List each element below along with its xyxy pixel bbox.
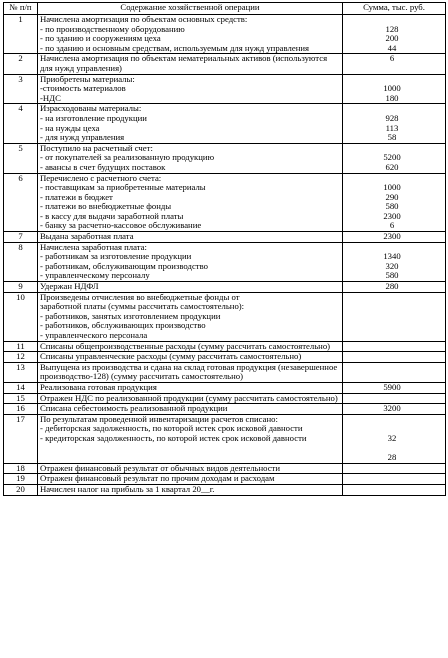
operation-line: -стоимость материалов (40, 83, 126, 94)
amount-value (345, 415, 439, 425)
operation-line: Списана себестоимость реализованной продукции (40, 403, 228, 414)
amount-value: 5900 (383, 382, 401, 392)
amount-value: 32 (387, 432, 397, 443)
table-row (4, 414, 446, 463)
amount-value: 6 (389, 53, 395, 64)
operation-line: Отражен финансовый результат от обычных видов деятельности (40, 463, 281, 473)
operation-description (38, 341, 343, 352)
amount-cell (343, 474, 446, 485)
operation-line: Выдана заработная плата (40, 231, 134, 242)
operation-description (38, 282, 343, 293)
operation-line: - в кассу для выдачи заработной платы (40, 210, 184, 221)
table-row (4, 104, 446, 143)
operation-line: - по зданию и основным средствам, используемым для нужд управления (40, 42, 310, 53)
header-content: Содержание хозяйственной операции (38, 3, 343, 15)
row-number: 3 (4, 74, 38, 104)
table-header-row (4, 3, 446, 15)
amount-cell (343, 362, 446, 382)
amount-value: 1000 (383, 182, 401, 193)
table-row (4, 232, 446, 243)
operation-line: Перечислено с расчетного счета: (40, 173, 162, 183)
operation-description (38, 74, 343, 104)
operation-description (38, 414, 343, 463)
operation-line: - работникам, обслуживающим производство (40, 260, 208, 271)
row-number: 18 (4, 463, 38, 474)
amount-value: 2300 (383, 231, 401, 242)
row-number: 10 (4, 292, 38, 341)
operation-line: - платежи во внебюджетные фонды (40, 201, 172, 212)
operation-description (38, 292, 343, 341)
amount-cell (343, 414, 446, 463)
operation-line: - управленческого персонала (40, 330, 148, 340)
table-row (4, 74, 446, 104)
operation-line: - на изготовление продукции (40, 112, 147, 123)
row-number: 9 (4, 282, 38, 293)
table-row (4, 463, 446, 474)
header-sum: Сумма, тыс. руб. (343, 3, 446, 15)
table-body (4, 15, 446, 496)
table-row (4, 282, 446, 293)
row-number: 11 (4, 341, 38, 352)
table-row (4, 362, 446, 382)
operation-line: Начислена амортизация по объектам основных средств: (40, 14, 248, 24)
amount-cell (343, 484, 446, 495)
amount-value: 1000 (383, 83, 401, 94)
row-number: 1 (4, 15, 38, 54)
operation-line: - поставщикам за приобретенные материалы (40, 182, 206, 193)
operations-table (3, 2, 446, 496)
row-number: 5 (4, 143, 38, 173)
amount-value: 3200 (383, 403, 401, 414)
table-row (4, 382, 446, 393)
operation-description (38, 463, 343, 474)
amount-value: 44 (387, 42, 397, 53)
amount-cell (343, 74, 446, 104)
row-number: 14 (4, 382, 38, 393)
row-number: 16 (4, 404, 38, 415)
operation-description (38, 393, 343, 404)
operation-line: Отражен НДС по реализованной продукции (сумму рассчитать самостоятельно) (40, 393, 338, 403)
table-row (4, 143, 446, 173)
amount-cell (343, 463, 446, 474)
operation-line: Начислен налог на прибыль за 1 квартал 20__г. (40, 484, 215, 494)
operation-description (38, 404, 343, 415)
row-number: 12 (4, 352, 38, 363)
amount-value: 200 (385, 33, 399, 44)
operation-line: - кредиторская задолженность, по которой истек срок исковой давности (40, 432, 307, 443)
operation-description (38, 54, 343, 74)
amount-value: 290 (385, 191, 399, 202)
operation-line: - по производственному оборудованию (40, 23, 185, 34)
table-row (4, 352, 446, 363)
operation-line: - по зданию и сооружениям цеха (40, 33, 161, 44)
amount-cell (343, 143, 446, 173)
amount-cell (343, 15, 446, 54)
header-num: № п/п (4, 3, 38, 15)
operation-line: - дебиторская задолженность, по которой истек срок исковой давности (40, 423, 303, 434)
operation-line: - работников, занятых изготовлением продукции (40, 310, 221, 321)
row-number: 6 (4, 173, 38, 232)
operation-description (38, 382, 343, 393)
amount-value: 580 (385, 270, 399, 281)
table-row (4, 15, 446, 54)
amount-cell (343, 104, 446, 143)
amount-value: 113 (385, 122, 399, 133)
operation-description (38, 352, 343, 363)
row-number: 8 (4, 242, 38, 281)
row-number: 15 (4, 393, 38, 404)
operation-line: заработной платы (суммы рассчитать самостоятельно): (40, 301, 245, 312)
row-number: 2 (4, 54, 38, 74)
operation-line: Реализована готовая продукция (40, 382, 157, 392)
amount-value: 320 (385, 260, 399, 271)
table-row (4, 341, 446, 352)
operation-line: По результатам проведенной инвентаризации расчетов списано: (40, 414, 278, 424)
amount-cell (343, 232, 446, 243)
row-number: 19 (4, 474, 38, 485)
amount-cell (343, 352, 446, 363)
operation-line: - управленческому персоналу (40, 270, 150, 281)
operation-description (38, 474, 343, 485)
amount-value: 28 (387, 452, 397, 463)
amount-cell (343, 341, 446, 352)
operation-line: -НДС (40, 92, 61, 103)
operation-description (38, 484, 343, 495)
amount-cell (343, 382, 446, 393)
table-row (4, 404, 446, 415)
amount-cell (343, 54, 446, 74)
table-row (4, 173, 446, 232)
amount-value: 180 (385, 92, 399, 103)
amount-value: 6 (389, 220, 395, 231)
amount-value: 580 (385, 201, 399, 212)
operation-line: Списаны общепроизводственные расходы (сумму рассчитать самостоятельно) (40, 341, 331, 351)
row-number: 4 (4, 104, 38, 143)
operation-description (38, 104, 343, 143)
operation-line: Отражен финансовый результат по прочим доходам и расходам (40, 473, 275, 484)
operation-line: Списаны управленческие расходы (сумму рассчитать самостоятельно) (40, 351, 302, 362)
table-row (4, 242, 446, 281)
operation-line: Удержан НДФЛ (40, 281, 99, 292)
table-row (4, 393, 446, 404)
amount-value: 280 (385, 281, 399, 292)
table-row (4, 484, 446, 495)
operation-line: Начислена заработная плата: (40, 242, 147, 252)
operation-description (38, 242, 343, 281)
amount-value: 2300 (383, 210, 401, 221)
amount-value: 1340 (383, 251, 401, 262)
operation-line: - для нужд управления (40, 132, 125, 143)
amount-cell (343, 173, 446, 232)
row-number: 20 (4, 484, 38, 495)
row-number: 17 (4, 414, 38, 463)
operation-line: - работников, обслуживающих производство (40, 320, 206, 331)
operation-line: Выпущена из производства и сдана на склад готовая продукция (незавершенное производство-128) (сумму рассчитать самостоятельно) (40, 362, 338, 382)
operation-line: Начислена амортизация по объектам нематериальных активов (используются для нужд управления) (40, 53, 328, 73)
operation-description (38, 143, 343, 173)
operation-line: Произведены отчисления во внебюджетные фонды от (40, 292, 240, 302)
amount-cell (343, 242, 446, 281)
amount-value: 128 (385, 23, 399, 34)
operation-line: - платежи в бюджет (40, 191, 113, 202)
amount-value: 620 (385, 161, 399, 172)
operation-description (38, 173, 343, 232)
operation-line: - на нужды цеха (40, 122, 100, 133)
amount-cell (343, 393, 446, 404)
operation-line: Израсходованы материалы: (40, 103, 142, 114)
row-number: 13 (4, 362, 38, 382)
operation-line: - авансы в счет будущих поставок (40, 161, 166, 172)
operation-description (38, 15, 343, 54)
table-row (4, 292, 446, 341)
operation-line: - работникам за изготовление продукции (40, 251, 192, 262)
amount-value: 58 (387, 132, 397, 143)
table-row (4, 54, 446, 74)
operation-description (38, 232, 343, 243)
operation-description (38, 362, 343, 382)
operation-line: Поступило на расчетный счет: (40, 143, 153, 153)
table-row (4, 474, 446, 485)
amount-value: 928 (385, 112, 399, 123)
amount-cell (343, 292, 446, 341)
operation-line: - от покупателей за реализованную продукцию (40, 152, 215, 163)
amount-value: 5200 (383, 152, 401, 163)
operation-line: - банку за расчетно-кассовое обслуживание (40, 220, 202, 231)
amount-cell (343, 282, 446, 293)
row-number: 7 (4, 232, 38, 243)
operation-line: Приобретены материалы: (40, 74, 135, 84)
amount-cell (343, 404, 446, 415)
